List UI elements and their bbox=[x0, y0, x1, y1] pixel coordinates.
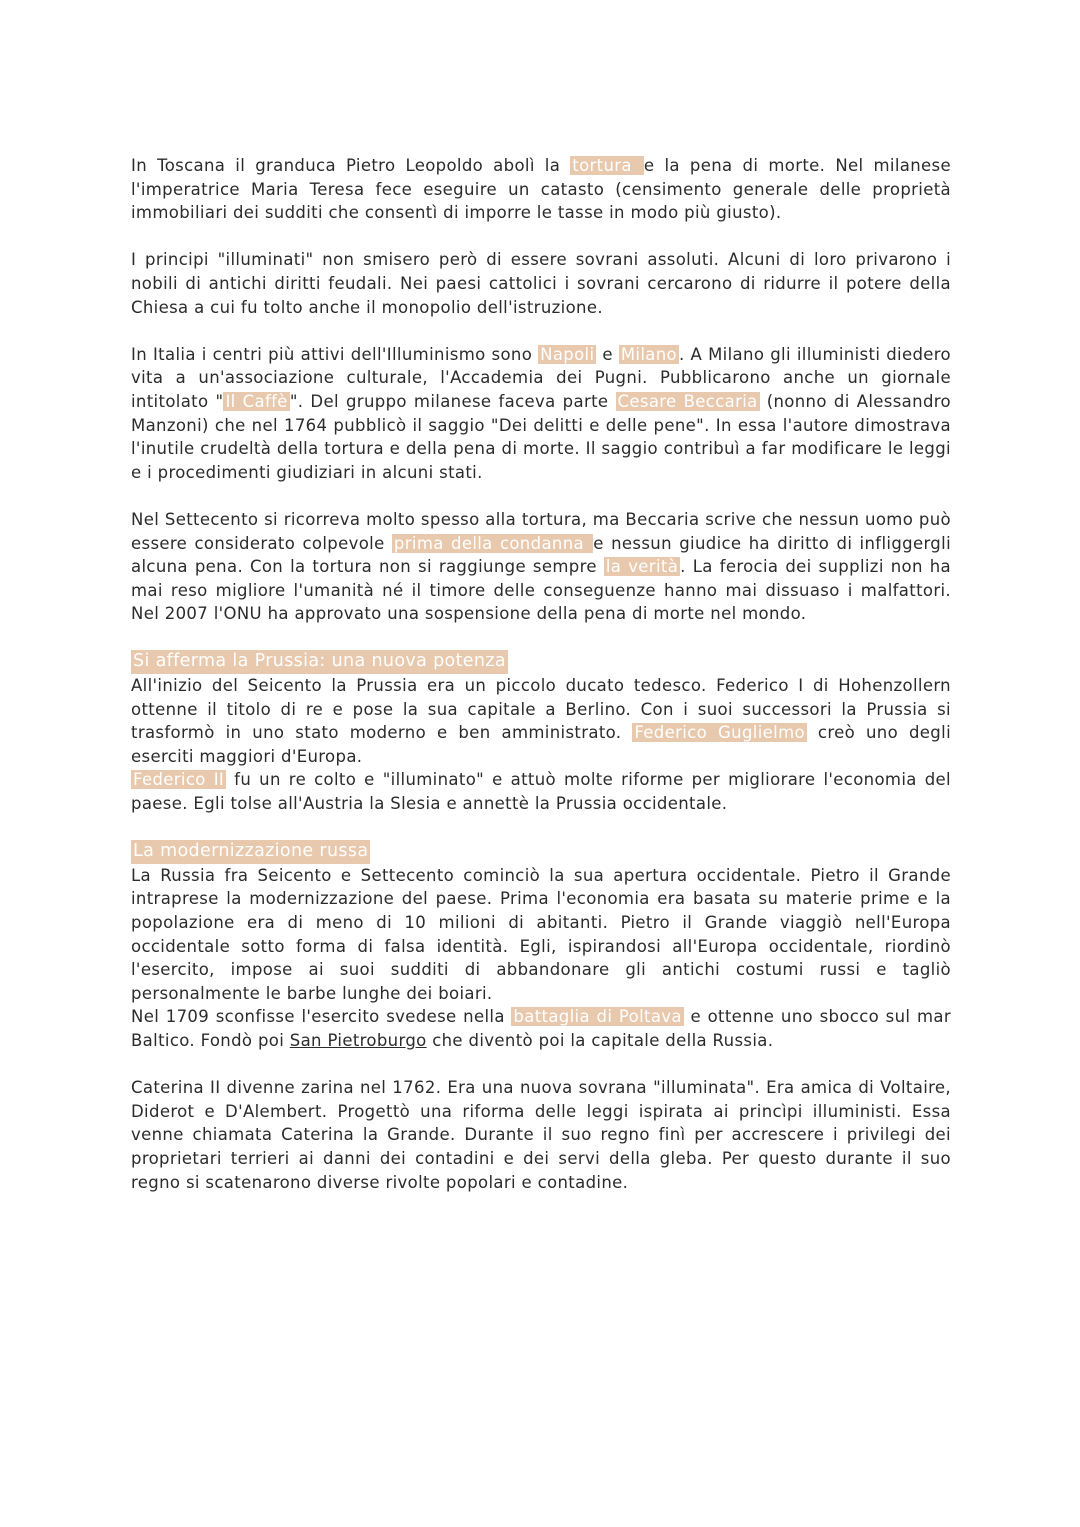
text: ". Del gruppo milanese faceva parte bbox=[289, 391, 616, 411]
text: Nel Settecento si ricorreva molto spesso alla tortura, ma Beccaria scrive che nessun uomo può essere considerato colpevole bbox=[131, 509, 951, 553]
text: e bbox=[596, 344, 619, 364]
highlight-cesare-beccaria: Cesare Beccaria bbox=[617, 391, 758, 411]
paragraph-russia: La Russia fra Seicento e Settecento cominciò la sua apertura occidentale. Pietro il Grande intraprese la modernizzazione del paese. Prima l'economia era basata su materie prime e la popolazione era di meno di 10 milioni di abitanti. Pietro il Grande viaggiò nell'Europa occidentale sotto forma di falsa identità. Egli, ispirandosi all'Europa occidentale, riordinò l'esercito, impose ai suoi sudditi di abbandonare gli antichi costumi russi e tagliò personalmente le barbe lunghe dei boiari. bbox=[131, 865, 951, 1003]
paragraph-principi-illuminati: I principi "illuminati" non smisero però di essere sovrani assoluti. Alcuni di loro privarono i nobili di antichi diritti feudali. Nei paesi cattolici i sovrani cercarono di ridurre il potere della Chiesa a cui fu tolto anche il monopolio dell'istruzione. bbox=[131, 250, 951, 317]
highlight-federico-guglielmo: Federico Guglielmo bbox=[634, 723, 805, 743]
highlight-tortura: tortura bbox=[572, 156, 642, 175]
text: . La ferocia dei supplizi non ha mai reso migliore l'umanità né il timore delle conseguenze hanno mai dissuaso i malfattori. Nel 2007 l'ONU ha approvato una sospensione della pena di morte nel mondo. bbox=[131, 557, 951, 624]
highlight-federico-ii: Federico II bbox=[133, 770, 225, 790]
text: fu un re colto e "illuminato" e attuò molte riforme per migliorare l'economia del paese. Egli tolse all'Austria la Slesia e annettè la Prussia occidentale. bbox=[131, 770, 951, 814]
text: e la pena di morte. Nel milanese l'imperatrice Maria Teresa fece eseguire un catasto (censimento generale delle proprietà immobiliari dei sudditi che consentì di imporre le tasse in modo più giusto). bbox=[131, 156, 952, 223]
text: . A Milano gli illuministi diedero vita a un'associazione culturale, l'Accademia dei Pugni. Pubblicarono anche un giornale intitolato " bbox=[131, 344, 951, 411]
highlight-prima-della-condanna: prima della condanna bbox=[393, 533, 592, 553]
paragraph-caterina-ii: Caterina II divenne zarina nel 1762. Era una nuova sovrana "illuminata". Era amica di Voltaire, Diderot e D'Alembert. Progettò una riforma delle leggi ispirata ai princìpi illuministi. Essa venne chiamata Caterina la Grande. Durante il suo regno finì per accrescere i privilegi dei proprietari terrieri ai danni dei contadini e dei servi della gleba. Per questo durante il suo regno si scatenarono diverse rivolte popolari e contadine. bbox=[131, 1078, 951, 1192]
text: In Italia i centri più attivi dell'Illuminismo sono bbox=[131, 344, 539, 364]
text: All'inizio del Seicento la Prussia era un piccolo ducato tedesco. Federico I di Hohenzollern ottenne il titolo di re e pose la sua capitale a Berlino. Con i suoi successori la Prussia si trasformò in uno stato moderno e ben amministrato. bbox=[131, 676, 951, 743]
highlight-la-verita: la verità bbox=[605, 557, 679, 577]
paragraph-poltava bbox=[131, 1005, 951, 1052]
text: e nessun giudice ha diritto di infliggergli alcuna pena. Con la tortura non si raggiunge sempre bbox=[131, 533, 951, 577]
section-heading-prussia bbox=[131, 649, 951, 674]
highlight-battaglia-di-poltava: battaglia di Poltava bbox=[513, 1007, 682, 1027]
highlight-il-caffe: Il Caffè bbox=[225, 391, 288, 411]
spacer bbox=[131, 816, 951, 840]
paragraph-toscana bbox=[131, 154, 951, 225]
spacer bbox=[131, 225, 951, 249]
paragraph-illuminismo-italia bbox=[131, 343, 951, 485]
spacer bbox=[131, 319, 951, 343]
underline-san-pietroburgo: San Pietroburgo bbox=[289, 1030, 427, 1050]
text: In Toscana il granduca Pietro Leopoldo abolì la bbox=[131, 156, 571, 175]
paragraph-federico-ii bbox=[131, 768, 951, 815]
heading-prussia: Si afferma la Prussia: una nuova potenza bbox=[131, 650, 508, 674]
text: che diventò poi la capitale della Russia. bbox=[426, 1030, 774, 1050]
text: (nonno di Alessandro Manzoni) che nel 1764 pubblicò il saggio "Dei delitti e delle pene". In essa l'autore dimostrava l'inutile crudeltà della tortura e della pena di morte. Il saggio contribuì a far modificare le leggi e i procedimenti giudiziari in alcuni stati. bbox=[131, 391, 951, 482]
highlight-milano: Milano bbox=[620, 344, 677, 364]
paragraph-tortura-beccaria bbox=[131, 508, 951, 626]
spacer bbox=[131, 1053, 951, 1077]
paragraph-prussia bbox=[131, 674, 951, 768]
text: Nel 1709 sconfisse l'esercito svedese nella bbox=[131, 1007, 512, 1027]
section-heading-russia bbox=[131, 839, 951, 864]
spacer bbox=[131, 626, 951, 650]
heading-russia: La modernizzazione russa bbox=[131, 840, 370, 864]
document-body bbox=[131, 154, 951, 1194]
spacer bbox=[131, 484, 951, 508]
text: creò uno degli eserciti maggiori d'Europa. bbox=[131, 723, 951, 766]
highlight-napoli: Napoli bbox=[540, 344, 595, 364]
text: e ottenne uno sbocco sul mar Baltico. Fondò poi bbox=[131, 1007, 951, 1050]
